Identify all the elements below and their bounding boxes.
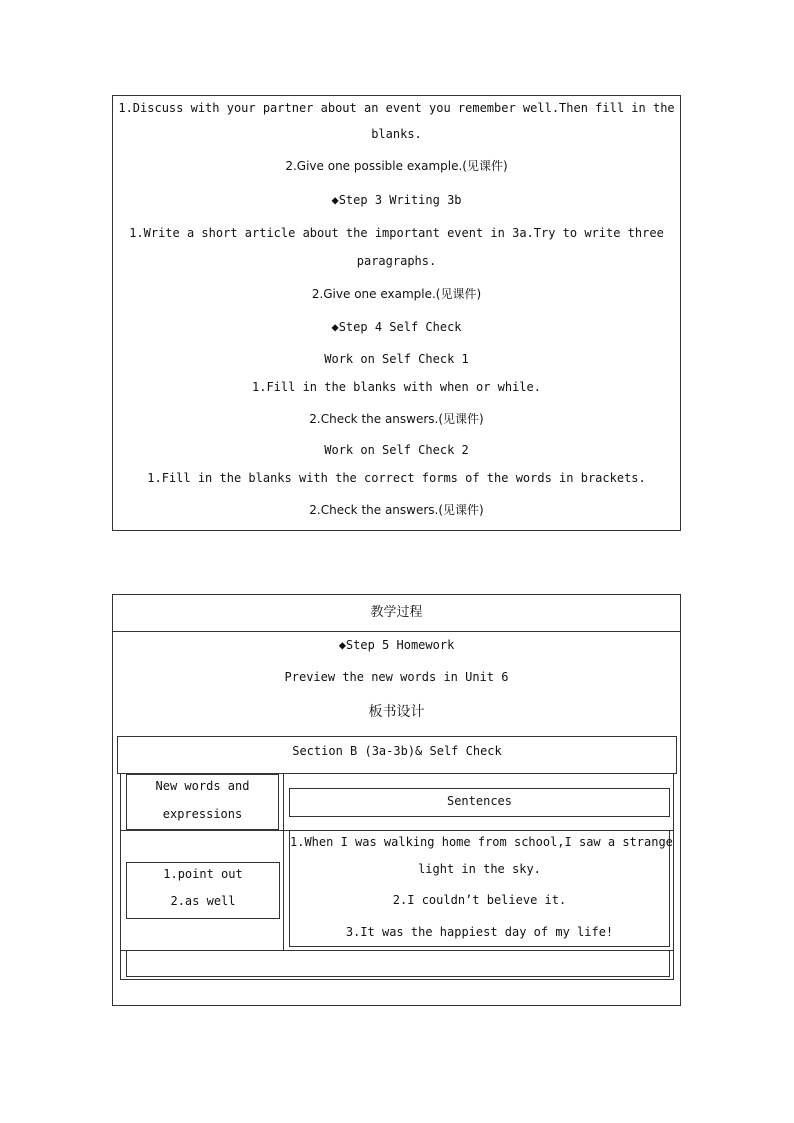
board-table: [120, 773, 674, 980]
board-column-divider: [283, 774, 284, 950]
sentences-header: Sentences: [446, 794, 513, 808]
word-item-2: 2.as well: [170, 894, 236, 908]
board-section-title: Section B (3a-3b)& Self Check: [292, 744, 502, 758]
board-design-title: 板书设计: [368, 704, 425, 720]
sentences-box: [289, 830, 673, 947]
step3-heading: ◆Step 3 Writing 3b: [331, 193, 462, 207]
words-header-line1: New words and: [155, 779, 250, 793]
self-check-2-instruction: 1.Fill in the blanks with the correct forms of the words in brackets.: [147, 471, 646, 485]
self-check-2-answers: 2.Check the answers.(见课件): [309, 503, 484, 517]
sentences-header-cell: [289, 788, 670, 817]
step2-instruction-line2: blanks.: [371, 127, 422, 141]
step3-instruction-line2: paragraphs.: [356, 254, 437, 268]
step5-heading: ◆Step 5 Homework: [338, 638, 455, 652]
step4-heading: ◆Step 4 Self Check: [331, 320, 462, 334]
word-item-1: 1.point out: [163, 867, 243, 881]
sentence-1-line1: 1.When I was walking home from school,I saw a strange: [290, 835, 673, 849]
homework-preview: Preview the new words in Unit 6: [284, 670, 509, 684]
header-divider: [113, 631, 680, 632]
lesson-steps-box: [112, 95, 681, 531]
teaching-process-box: [112, 594, 681, 1006]
sentence-1-line2: light in the sky.: [418, 862, 541, 876]
self-check-1-answers: 2.Check the answers.(见课件): [309, 412, 484, 426]
sentence-3: 3.It was the happiest day of my life!: [345, 925, 614, 939]
step2-instruction-line1: 1.Discuss with your partner about an event you remember well.Then fill in the: [118, 101, 675, 115]
step3-example: 2.Give one example.(见课件): [311, 287, 482, 301]
step2-example: 2.Give one possible example.(见课件): [285, 159, 508, 173]
sentence-2: 2.I couldn’t believe it.: [392, 893, 567, 907]
words-header-cell: [126, 774, 279, 830]
step3-instruction-line1: 1.Write a short article about the important event in 3a.Try to write three: [129, 226, 664, 240]
board-section-title-box: [117, 736, 677, 774]
words-list-box: [126, 862, 280, 919]
self-check-2-title: Work on Self Check 2: [324, 443, 469, 457]
words-header-line2: expressions: [162, 807, 243, 821]
teaching-process-header: 教学过程: [370, 605, 423, 620]
board-empty-row: [126, 950, 670, 977]
self-check-1-instruction: 1.Fill in the blanks with when or while.: [252, 380, 541, 394]
self-check-1-title: Work on Self Check 1: [324, 352, 469, 366]
